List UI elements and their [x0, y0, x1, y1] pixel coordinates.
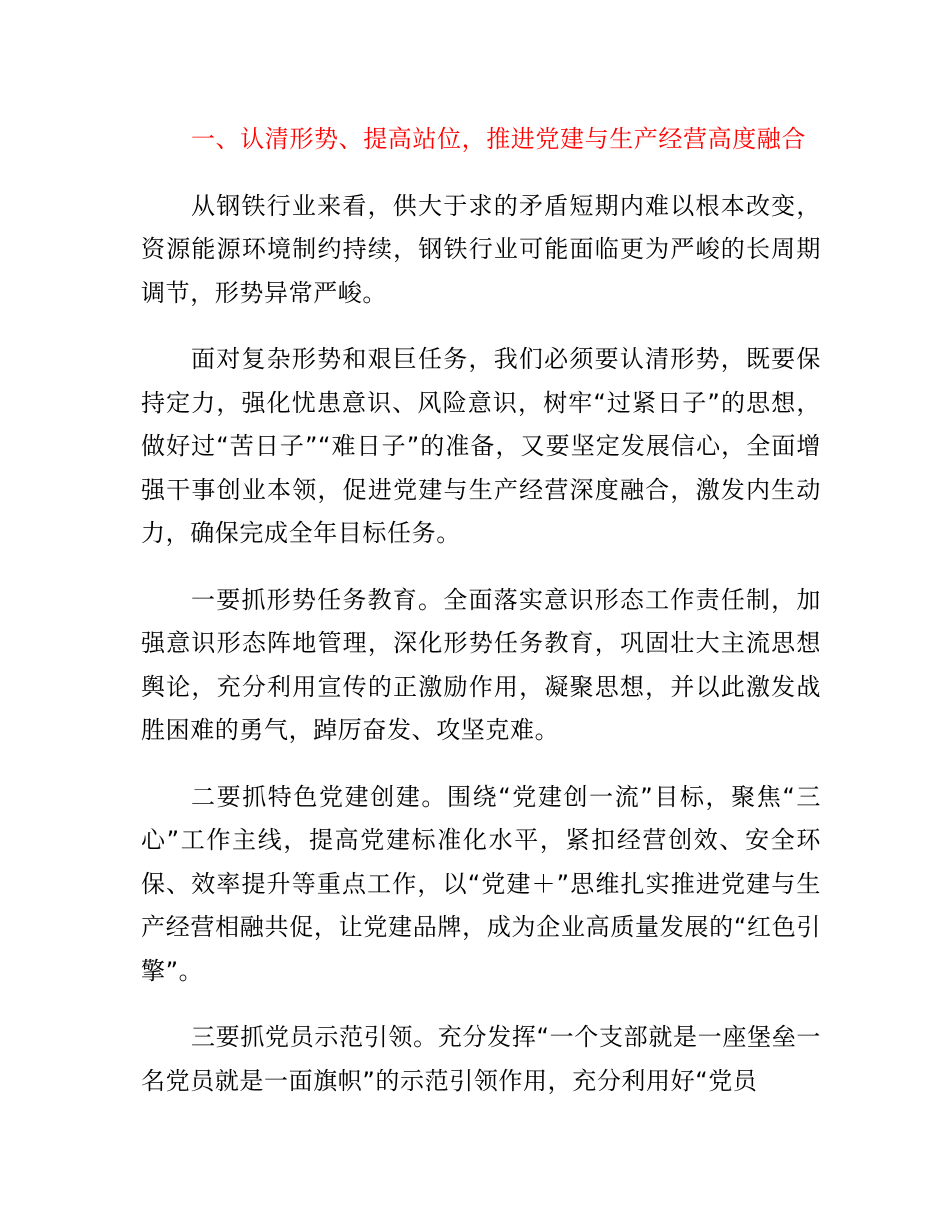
paragraph-party-building: 二要抓特色党建创建。围绕“党建创一流”目标，聚焦“三心”工作主线，提高党建标准化水平，紧扣经营创效、安全环保、效率提升等重点工作，以“党建＋”思维扎实推进党建与生产经营相融共促，让党建品牌，成为企业高质量发展的“红色引擎”。 [141, 782, 821, 985]
paragraph-tasks: 面对复杂形势和艰巨任务，我们必须要认清形势，既要保持定力，强化忧患意识、风险意识，树牢“过紧日子”的思想，做好过“苦日子”“难日子”的准备，又要坚定发展信心，全面增强干事创业本领，促进党建与生产经营深度融合，激发内生动力，确保完成全年目标任务。 [141, 345, 821, 547]
document-body [141, 118, 821, 1126]
paragraph-industry-outlook: 从钢铁行业来看，供大于求的矛盾短期内难以根本改变，资源能源环境制约持续，钢铁行业可能面临更为严峻的长周期调节，形势异常严峻。 [141, 191, 821, 307]
paragraph-party-members: 三要抓党员示范引领。充分发挥“一个支部就是一座堡垒一名党员就是一面旗帜”的示范引领作用，充分利用好“党员 [141, 1023, 821, 1095]
paragraph-education: 一要抓形势任务教育。全面落实意识形态工作责任制，加强意识形态阵地管理，深化形势任务教育，巩固壮大主流思想舆论，充分利用宣传的正激励作用，凝聚思想，并以此激发战胜困难的勇气，踔厉奋发、攻坚克难。 [141, 585, 821, 744]
section-heading: 一、认清形势、提高站位，推进党建与生产经营高度融合 [191, 125, 806, 153]
